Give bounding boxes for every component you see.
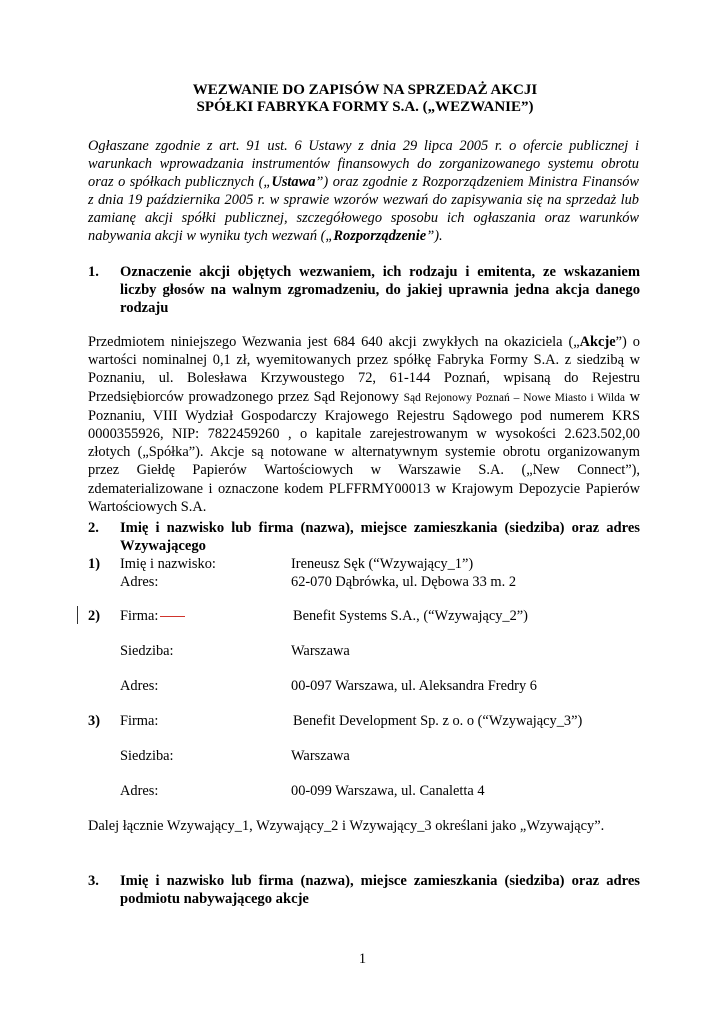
section-3-title: Imię i nazwisko lub firma (nazwa), miejsce zamieszkania (siedziba) oraz adres podmiotu nabywającego akcje bbox=[120, 873, 640, 907]
section-1-title: Oznaczenie akcji objętych wezwaniem, ich rodzaju i emitenta, ze wskazaniem liczby głosów na walnym zgromadzeniu, do jakiej uprawnia jedna akcja danego rodzaju bbox=[120, 264, 640, 316]
section-1-number: 1. bbox=[88, 264, 99, 280]
page-number: 1 bbox=[358, 951, 367, 967]
section-3-heading bbox=[88, 872, 640, 908]
caller-3-firm-label: Firma: bbox=[120, 713, 159, 729]
section-2-number: 2. bbox=[88, 520, 99, 536]
section-3-number: 3. bbox=[88, 873, 99, 889]
caller-1-name-label: Imię i nazwisko: bbox=[120, 556, 216, 572]
section-2-title: Imię i nazwisko lub firma (nazwa), miejsce zamieszkania (siedziba) oraz adres Wzywającego bbox=[120, 520, 640, 554]
intro-term-ustawa: Ustawa bbox=[271, 173, 316, 190]
caller-2-address-value: 00-097 Warszawa, ul. Aleksandra Fredry 6 bbox=[291, 678, 537, 694]
court-name-small: Sąd Rejonowy Poznań – Nowe Miasto i Wilda bbox=[403, 391, 625, 404]
caller-1-address-value: 62-070 Dąbrówka, ul. Dębowa 33 m. 2 bbox=[291, 574, 517, 590]
caller-2-seat-label: Siedziba: bbox=[120, 643, 174, 659]
caller-3-address-label: Adres: bbox=[120, 783, 159, 799]
caller-1-address-label: Adres: bbox=[120, 574, 159, 590]
section-2-heading bbox=[88, 519, 640, 555]
intro-paragraph: Ogłaszane zgodnie z art. 91 ust. 6 Ustawy z dnia 29 lipca 2005 r. o ofercie publicznej i warunkach wprowadzania instrumentów finansowych do zorganizowanego systemu obrotu oraz o spółkach publicznych („Ustawa”) oraz zgodnie z Rozporządzeniem Ministra Finansów z dnia 19 października 2005 r. w sprawie wzorów wezwań do zapisywania się na sprzedaż lub zamianę akcji spółki publicznej, szczegółowego sposobu ich ogłaszania oraz warunków nabywania akcji w wyniku tych wezwań („Rozporządzenie”). bbox=[88, 138, 639, 244]
tracked-change-mark bbox=[160, 616, 185, 617]
caller-3-number: 3) bbox=[88, 713, 100, 729]
caller-2-firm-label: Firma: bbox=[120, 607, 185, 625]
section-1-heading bbox=[88, 263, 640, 317]
caller-2-number: 2) bbox=[88, 608, 100, 624]
revision-change-bar bbox=[77, 606, 78, 624]
caller-2-firm-value: Benefit Systems S.A., (“Wzywający_2”) bbox=[293, 608, 528, 624]
caller-2-address-label: Adres: bbox=[120, 678, 159, 694]
section-1-paragraph: Przedmiotem niniejszego Wezwania jest 684 640 akcji zwykłych na okaziciela („Akcje”) o wartości nominalnej 0,1 zł, wyemitowanych przez spółkę Fabryka Formy S.A. z siedzibą w Poznaniu, ul. Bolesława Krzywoustego 72, 61-144 Poznań, wpisaną do Rejestru Przedsiębiorców prowadzonego przez Sąd Rejonowy Sąd Rejonowy Poznań – Nowe Miasto i Wilda w Poznaniu, VIII Wydział Gospodarczy Krajowego Rejestru Sądowego pod numerem KRS 0000355926, NIP: 7822459260 , o kapitale zarejestrowanym w wysokości 2.623.502,00 złotych („Spółka”). Akcje są notowane w alternatywnym systemie obrotu organizowanym przez Giełdę Papierów Wartościowych w Warszawie S.A. („New Connect”), zdematerializowane i oznaczone kodem PLFFRMY00013 w Krajowym Depozycie Papierów Wartościowych S.A. bbox=[88, 334, 640, 515]
callers-summary: Dalej łącznie Wzywający_1, Wzywający_2 i Wzywający_3 określani jako „Wzywający”. bbox=[88, 818, 605, 834]
caller-3-seat-label: Siedziba: bbox=[120, 748, 174, 764]
document-title-line-1: WEZWANIE DO ZAPISÓW NA SPRZEDAŻ AKCJI bbox=[192, 82, 538, 98]
caller-3-address-value: 00-099 Warszawa, ul. Canaletta 4 bbox=[291, 783, 485, 799]
caller-1-number: 1) bbox=[88, 556, 100, 572]
document-title-line-2: SPÓŁKI FABRYKA FORMY S.A. („WEZWANIE”) bbox=[196, 99, 534, 115]
intro-term-rozporzadzenie: Rozporządzenie bbox=[333, 227, 427, 244]
term-akcje: Akcje bbox=[579, 334, 616, 350]
caller-3-firm-value: Benefit Development Sp. z o. o (“Wzywający_3”) bbox=[293, 713, 583, 729]
caller-3-seat-value: Warszawa bbox=[291, 748, 350, 764]
caller-2-seat-value: Warszawa bbox=[291, 643, 350, 659]
caller-1-name-value: Ireneusz Sęk (“Wzywający_1”) bbox=[291, 556, 474, 572]
